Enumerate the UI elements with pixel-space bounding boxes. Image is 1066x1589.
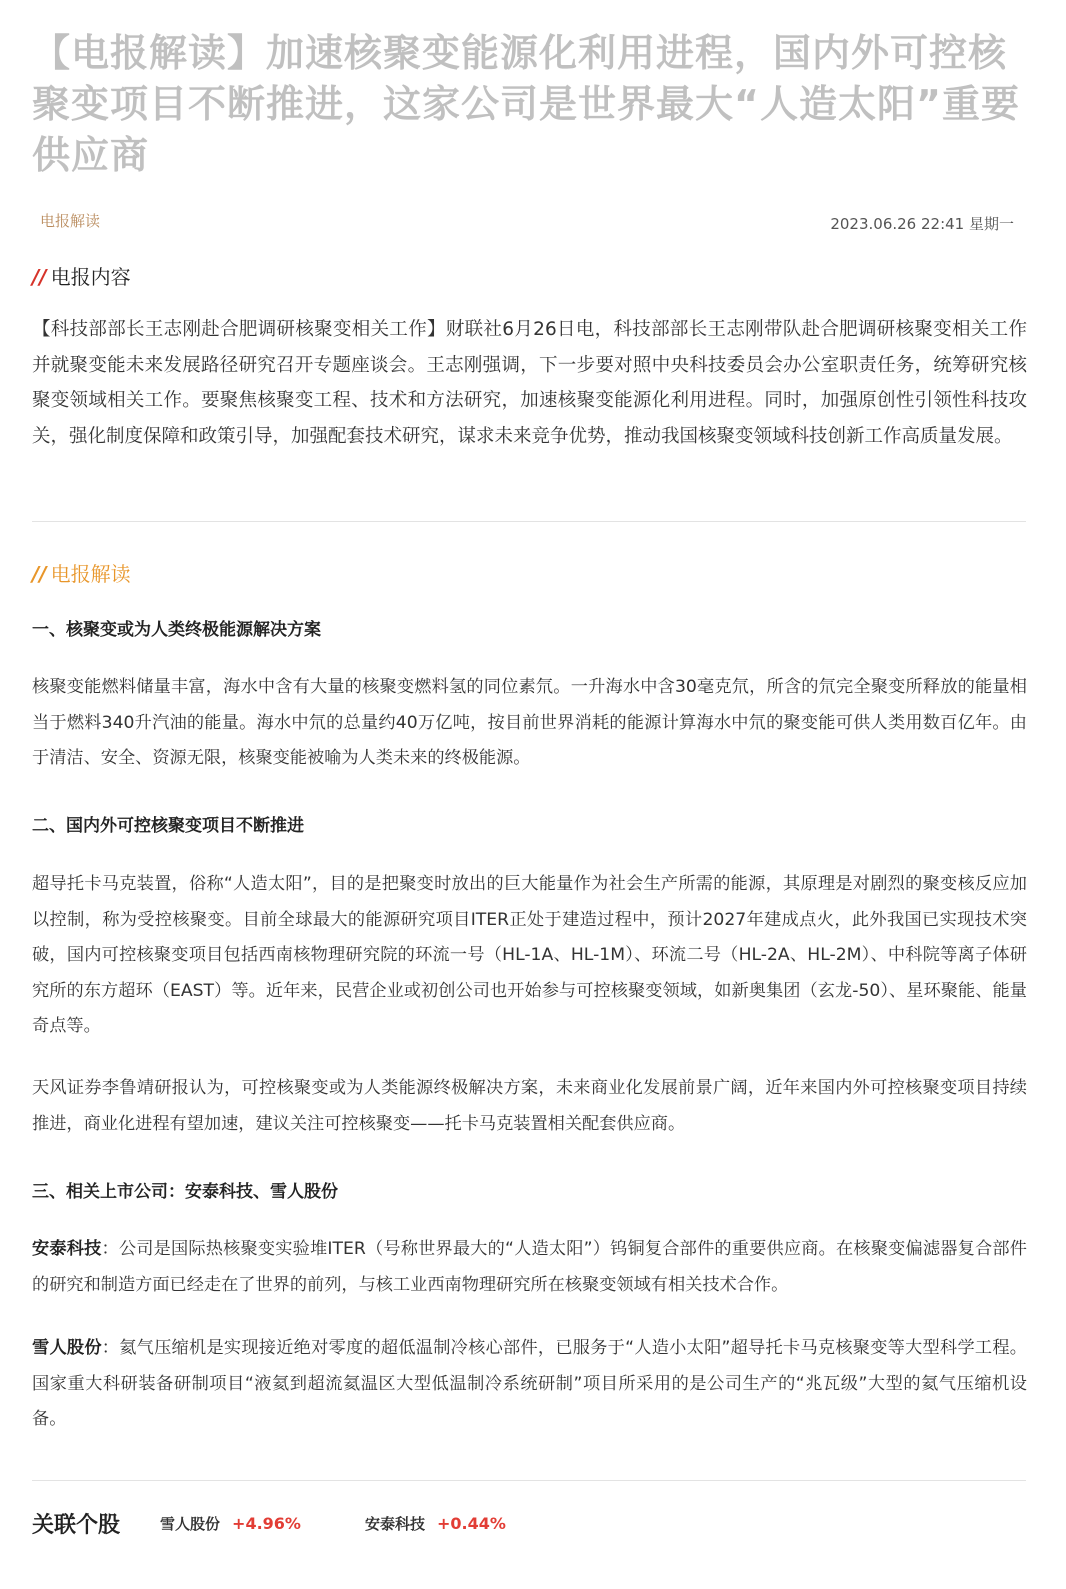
analysis-subheading-3: 三、相关上市公司：安泰科技、雪人股份 [32, 1182, 338, 1202]
stock-name: 雪人股份 [160, 1514, 221, 1533]
company-description: ：公司是国际热核聚变实验堆ITER（号称世界最大的“人造太阳”）钨铜复合部件的重要供应商。在核聚变偏滤器复合部件的研究和制造方面已经走在了世界的前列，与核工业西南物理研究所在核聚变领域有相关技术合作。 [32, 1239, 1027, 1295]
related-stocks-label: 关联个股 [32, 1512, 121, 1538]
stock-name: 安泰科技 [364, 1514, 425, 1533]
analysis-paragraph: 核聚变能燃料储量丰富，海水中含有大量的核聚变燃料氢的同位素氘。一升海水中含30毫克氘，所含的氘完全聚变所释放的能量相当于燃料340升汽油的能量。海水中氘的总量约40万亿吨，按目前世界消耗的能源计算海水中氘的聚变能可供人类用数百亿年。由于清洁、安全、资源无限，核聚变能被喻为人类未来的终极能源。 [32, 677, 1027, 768]
stock-item[interactable] [160, 1513, 301, 1534]
company-description: ：氦气压缩机是实现接近绝对零度的超低温制冷核心部件，已服务于“人造小太阳”超导托卡马克核聚变等大型科学工程。国家重大科研装备研制项目“液氦到超流氦温区大型低温制冷系统研制”项目所采用的是公司生产的“兆瓦级”大型的氦气压缩机设备。 [32, 1338, 1027, 1429]
section-divider [32, 521, 1026, 522]
company-paragraph-xueren [32, 1331, 1027, 1438]
telegram-heading-label: 电报内容 [50, 265, 131, 289]
article-title: 【电报解读】加速核聚变能源化利用进程，国内外可控核聚变项目不断推进，这家公司是世界最大“人造太阳”重要供应商 [32, 31, 1020, 177]
company-paragraph-antai [32, 1232, 1027, 1303]
company-name: 安泰科技 [32, 1239, 102, 1259]
publish-datetime: 2023.06.26 22:41 星期一 [830, 215, 1014, 233]
double-slash-icon: // [32, 265, 47, 289]
analysis-paragraph: 天风证券李鲁靖研报认为，可控核聚变或为人类能源终极解决方案，未来商业化发展前景广阔，近年来国内外可控核聚变项目持续推进，商业化进程有望加速，建议关注可控核聚变——托卡马克装置相关配套供应商。 [32, 1078, 1027, 1134]
article-tag[interactable]: 电报解读 [40, 212, 101, 230]
telegram-body: 【科技部部长王志刚赴合肥调研核聚变相关工作】财联社6月26日电，科技部部长王志刚带队赴合肥调研核聚变相关工作并就聚变能未来发展路径研究召开专题座谈会。王志刚强调，下一步要对照中央科技委员会办公室职责任务，统筹研究核聚变领域相关工作。要聚焦核聚变工程、技术和方法研究，加速核聚变能源化利用进程。同时，加强原创性引领性科技攻关，强化制度保障和政策引导，加强配套技术研究，谋求未来竞争优势，推动我国核聚变领域科技创新工作高质量发展。 [32, 319, 1027, 447]
company-name: 雪人股份 [32, 1338, 102, 1358]
double-slash-icon: // [32, 562, 47, 586]
analysis-heading-label: 电报解读 [50, 562, 131, 586]
section-divider [32, 1480, 1026, 1481]
telegram-section-heading [32, 263, 131, 291]
stock-change: +4.96% [232, 1513, 301, 1533]
stock-item[interactable] [365, 1513, 506, 1534]
analysis-section-heading [32, 560, 131, 588]
analysis-subheading-2: 二、国内外可控核聚变项目不断推进 [32, 816, 304, 836]
related-stocks-bar [32, 1506, 1026, 1540]
stock-change: +0.44% [436, 1513, 506, 1533]
analysis-paragraph: 超导托卡马克装置，俗称“人造太阳”，目的是把聚变时放出的巨大能量作为社会生产所需的能源，其原理是对剧烈的聚变核反应加以控制，称为受控核聚变。目前全球最大的能源研究项目ITER正处于建造过程中，预计2027年建成点火，此外我国已实现技术突破，国内可控核聚变项目包括西南核物理研究院的环流一号（HL-1A、HL-1M）、环流二号（HL-2A、HL-2M）、中科院等离子体研究所的东方超环（EAST）等。近年来，民营企业或初创公司也开始参与可控核聚变领域，如新奥集团（玄龙-50）、星环聚能、能量奇点等。 [32, 874, 1027, 1036]
analysis-subheading-1: 一、核聚变或为人类终极能源解决方案 [32, 620, 321, 640]
